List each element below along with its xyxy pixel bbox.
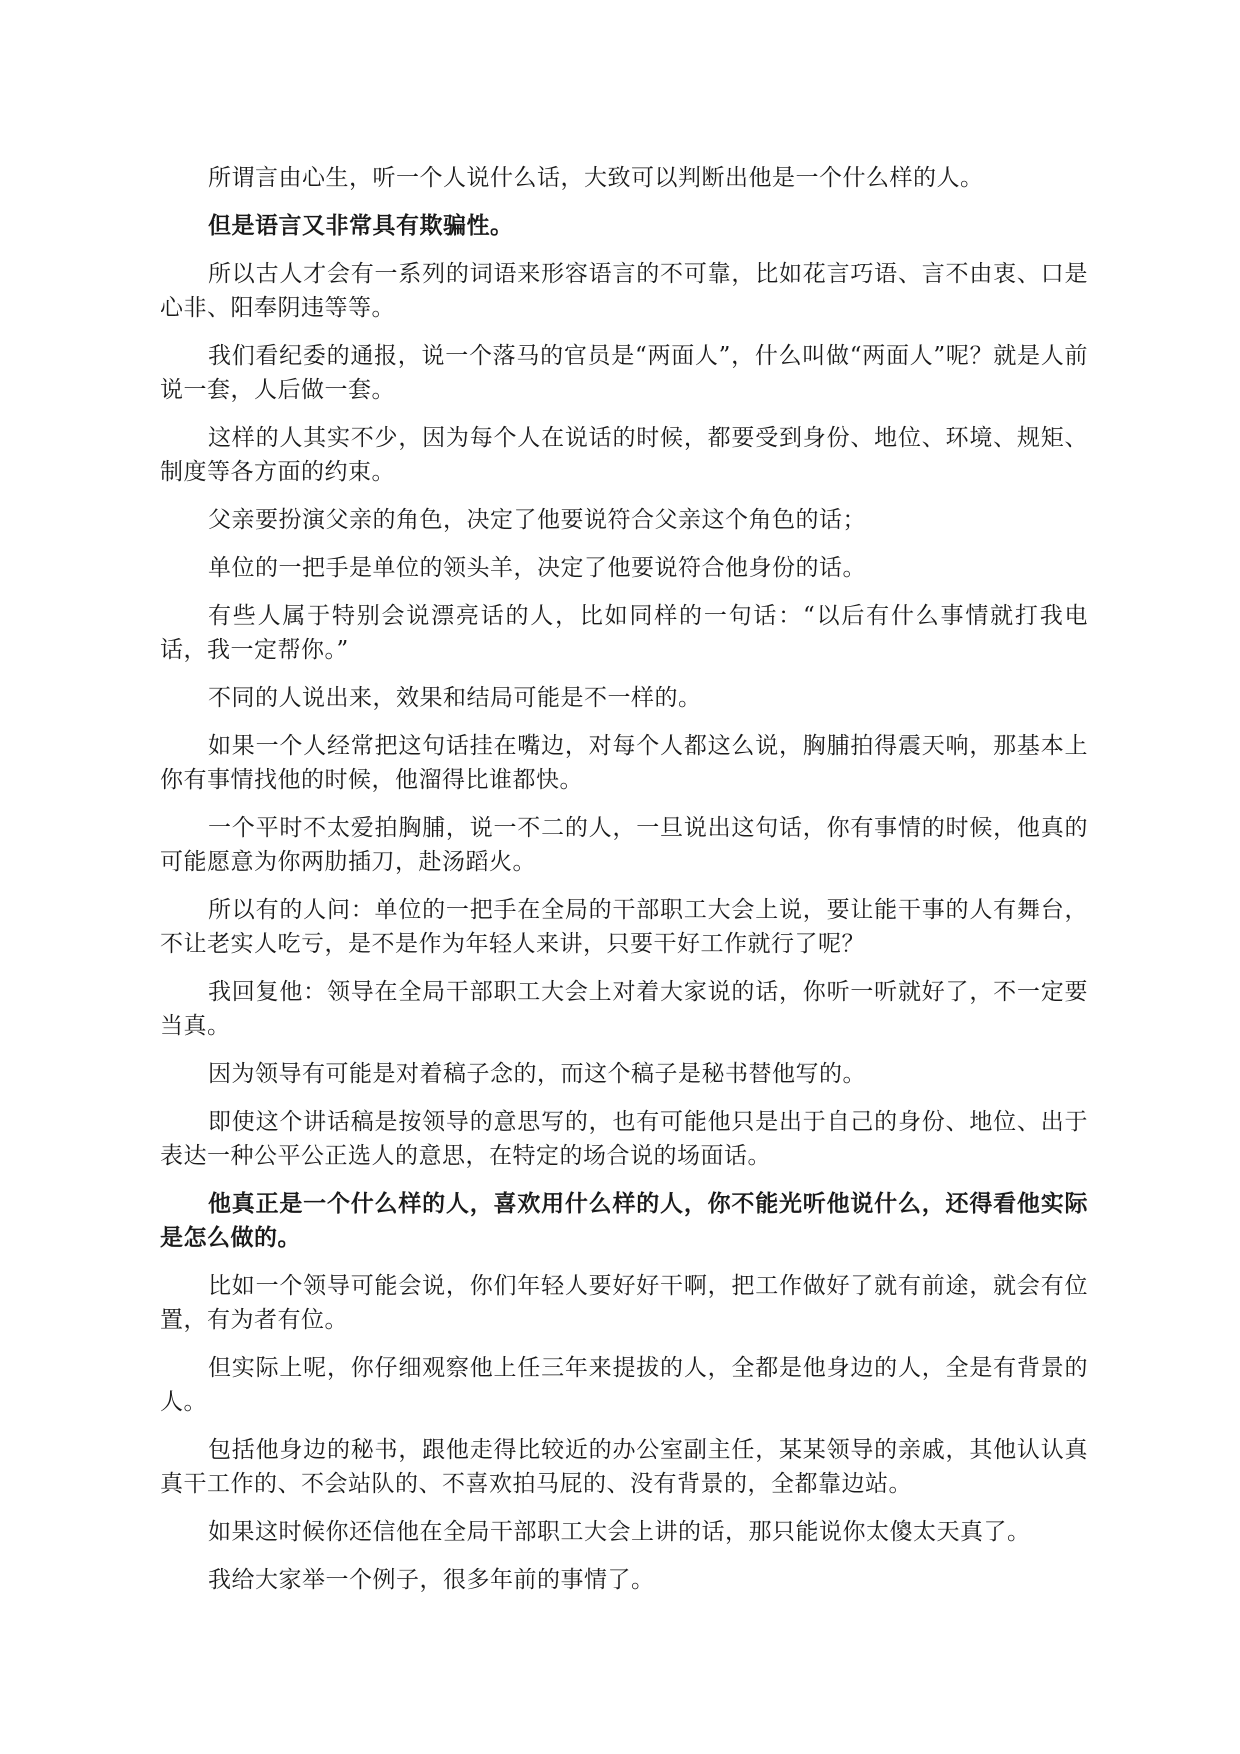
paragraph: 一个平时不太爱拍胸脯，说一不二的人，一旦说出这句话，你有事情的时候，他真的可能愿意为你两肋插刀，赴汤蹈火。: [160, 815, 1088, 875]
document-body: [160, 161, 1088, 1611]
paragraph: 不同的人说出来，效果和结局可能是不一样的。: [208, 685, 702, 711]
paragraph: 包括他身边的秘书，跟他走得比较近的办公室副主任，某某领导的亲戚，其他认认真真干工作的、不会站队的、不喜欢拍马屁的、没有背景的，全都靠边站。: [160, 1437, 1088, 1497]
paragraph: 我给大家举一个例子，很多年前的事情了。: [208, 1567, 655, 1593]
paragraph: 比如一个领导可能会说，你们年轻人要好好干啊，把工作做好了就有前途，就会有位置，有为者有位。: [160, 1273, 1088, 1333]
paragraph: 我们看纪委的通报，说一个落马的官员是“两面人”，什么叫做“两面人”呢？就是人前说一套，人后做一套。: [160, 343, 1088, 403]
paragraph: 如果这时候你还信他在全局干部职工大会上讲的话，那只能说你太傻太天真了。: [208, 1519, 1031, 1545]
paragraph: 所谓言由心生，听一个人说什么话，大致可以判断出他是一个什么样的人。: [208, 165, 984, 191]
paragraph: 如果一个人经常把这句话挂在嘴边，对每个人都这么说，胸脯拍得震天响，那基本上你有事情找他的时候，他溜得比谁都快。: [160, 733, 1088, 793]
paragraph: 因为领导有可能是对着稿子念的，而这个稿子是秘书替他写的。: [208, 1061, 866, 1087]
paragraph: 有些人属于特别会说漂亮话的人，比如同样的一句话：“以后有什么事情就打我电话，我一定帮你。”: [160, 603, 1088, 663]
paragraph: 父亲要扮演父亲的角色，决定了他要说符合父亲这个角色的话；: [208, 507, 866, 533]
emphasis-paragraph: 他真正是一个什么样的人，喜欢用什么样的人，你不能光听他说什么，还得看他实际是怎么做的。: [160, 1190, 1088, 1251]
paragraph: 这样的人其实不少，因为每个人在说话的时候，都要受到身份、地位、环境、规矩、制度等各方面的约束。: [160, 425, 1088, 485]
paragraph: 但实际上呢，你仔细观察他上任三年来提拔的人，全都是他身边的人，全是有背景的人。: [160, 1355, 1088, 1415]
emphasis-paragraph: 但是语言又非常具有欺骗性。: [208, 212, 514, 239]
paragraph: 我回复他：领导在全局干部职工大会上对着大家说的话，你听一听就好了，不一定要当真。: [160, 979, 1088, 1039]
paragraph: 所以古人才会有一系列的词语来形容语言的不可靠，比如花言巧语、言不由衷、口是心非、阳奉阴违等等。: [160, 261, 1088, 321]
paragraph: 所以有的人问：单位的一把手在全局的干部职工大会上说，要让能干事的人有舞台，不让老实人吃亏，是不是作为年轻人来讲，只要干好工作就行了呢？: [160, 897, 1088, 957]
paragraph: 即使这个讲话稿是按领导的意思写的，也有可能他只是出于自己的身份、地位、出于表达一种公平公正选人的意思，在特定的场合说的场面话。: [160, 1109, 1088, 1169]
paragraph: 单位的一把手是单位的领头羊，决定了他要说符合他身份的话。: [208, 555, 866, 581]
